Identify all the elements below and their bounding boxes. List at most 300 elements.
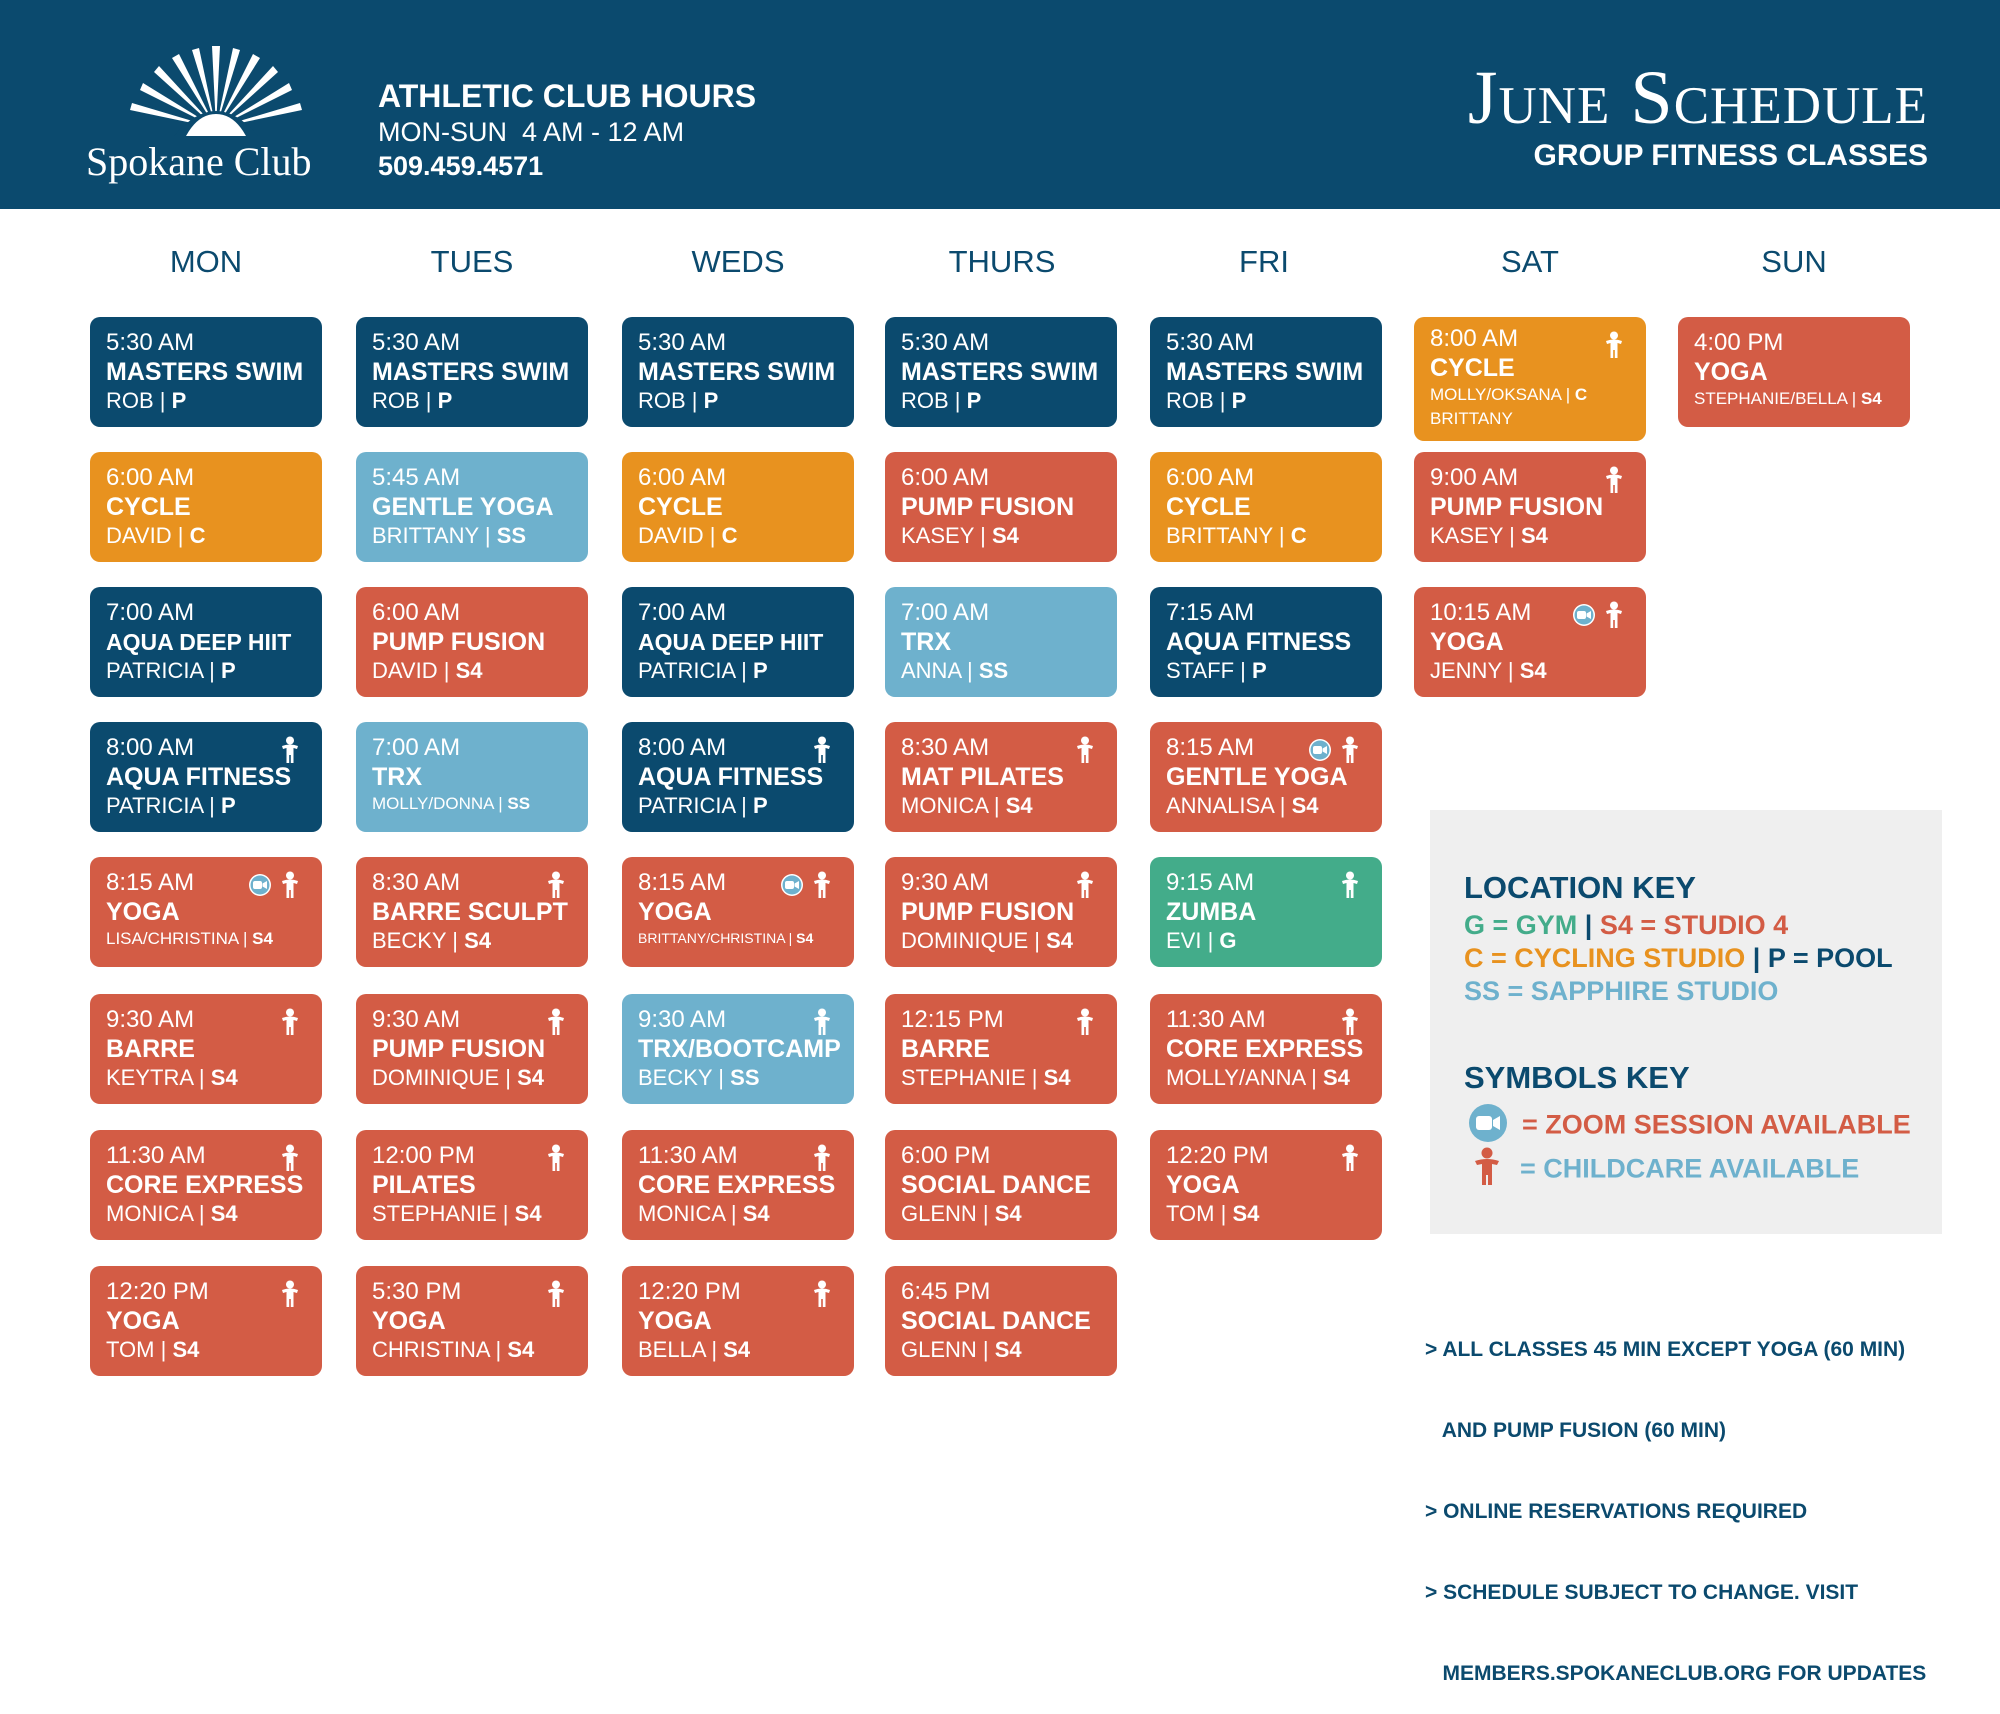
class-location: P — [1251, 658, 1267, 683]
class-instructor-location — [1430, 383, 1630, 407]
childcare-icon — [1340, 1144, 1360, 1177]
class-card[interactable] — [90, 994, 322, 1104]
key-box — [1430, 810, 1942, 1234]
class-card[interactable] — [356, 1266, 588, 1376]
class-time: 9:15 AM — [1166, 869, 1255, 896]
class-instructor: STEPHANIE | — [372, 1201, 509, 1226]
class-name: CORE EXPRESS — [106, 1171, 304, 1199]
childcare-icon — [1075, 871, 1095, 904]
class-name: MAT PILATES — [901, 763, 1064, 791]
class-card[interactable] — [622, 994, 854, 1104]
class-instructor: STEPHANIE/BELLA | — [1694, 389, 1857, 408]
class-icons — [248, 871, 300, 904]
class-icons — [812, 1144, 832, 1177]
key-sapphire-studio: SS = SAPPHIRE STUDIO — [1464, 976, 1779, 1006]
class-icons — [546, 1008, 566, 1041]
class-instructor: LISA/CHRISTINA | — [106, 929, 248, 948]
key-pool: P = POOL — [1767, 943, 1893, 973]
class-instructor-location — [106, 792, 306, 819]
class-card[interactable] — [1150, 857, 1382, 967]
childcare-icon — [280, 871, 300, 904]
class-time: 12:15 PM — [901, 1006, 1004, 1033]
class-name: YOGA — [1430, 628, 1504, 656]
class-time: 9:30 AM — [901, 869, 990, 896]
class-instructor-location — [901, 927, 1101, 954]
class-time: 7:00 AM — [638, 599, 727, 626]
class-name: PUMP FUSION — [372, 628, 546, 656]
class-name: YOGA — [638, 898, 712, 926]
class-location: S4 — [507, 1337, 535, 1362]
class-instructor-location — [372, 1064, 572, 1091]
class-icons — [280, 736, 300, 769]
class-card[interactable] — [1414, 452, 1646, 562]
class-icons — [1340, 1008, 1360, 1041]
class-icons — [1340, 871, 1360, 904]
childcare-icon — [812, 736, 832, 769]
class-icons — [1075, 736, 1095, 769]
class-time: 8:15 AM — [638, 869, 727, 896]
location-key-line-3 — [1464, 976, 1778, 1007]
childcare-icon — [1075, 736, 1095, 769]
class-instructor-location — [638, 657, 838, 684]
class-name: MASTERS SWIM — [638, 358, 836, 386]
zoom-icon — [780, 873, 804, 902]
class-location: S4 — [991, 523, 1019, 548]
class-location: S4 — [723, 1337, 751, 1362]
class-instructor: KASEY | — [1430, 523, 1515, 548]
class-card[interactable] — [885, 857, 1117, 967]
zoom-icon — [248, 873, 272, 902]
class-instructor: EVI | — [1166, 928, 1214, 953]
childcare-icon — [1604, 601, 1624, 634]
symbols-key-childcare — [1472, 1147, 1859, 1194]
class-instructor: BELLA | — [638, 1337, 718, 1362]
class-instructor: PATRICIA | — [106, 658, 215, 683]
class-name: YOGA — [1694, 358, 1768, 386]
class-name: MASTERS SWIM — [1166, 358, 1364, 386]
class-card[interactable] — [622, 452, 854, 562]
class-instructor-location — [372, 657, 572, 684]
class-name: CYCLE — [638, 493, 723, 521]
class-card[interactable] — [1414, 317, 1646, 441]
childcare-icon — [546, 1144, 566, 1177]
class-instructor: ROB | — [901, 388, 961, 413]
class-instructor-location — [372, 792, 572, 816]
childcare-icon — [1472, 1147, 1502, 1194]
class-name: BARRE SCULPT — [372, 898, 568, 926]
hours-line: MON-SUN 4 AM - 12 AM — [378, 117, 685, 147]
class-instructor: PATRICIA | — [106, 793, 215, 818]
class-name: YOGA — [1166, 1171, 1240, 1199]
class-instructor: BRITTANY | — [1166, 523, 1285, 548]
class-time: 6:00 AM — [1166, 464, 1255, 491]
class-name: CORE EXPRESS — [638, 1171, 836, 1199]
class-location: S4 — [1005, 793, 1033, 818]
zoom-key-label: = ZOOM SESSION AVAILABLE — [1522, 1109, 1911, 1140]
childcare-icon — [280, 736, 300, 769]
class-instructor-location — [638, 522, 838, 549]
class-time: 7:00 AM — [372, 734, 461, 761]
class-time: 8:30 AM — [901, 734, 990, 761]
childcare-icon — [1340, 1008, 1360, 1041]
class-time: 7:15 AM — [1166, 599, 1255, 626]
class-location: S4 — [1520, 523, 1548, 548]
childcare-icon — [812, 1144, 832, 1177]
class-name: TRX — [901, 628, 951, 656]
class-instructor-location — [901, 792, 1101, 819]
note-line: AND PUMP FUSION (60 MIN) — [1425, 1419, 1727, 1442]
class-card[interactable] — [622, 857, 854, 967]
location-key-line-1 — [1464, 910, 1788, 941]
class-instructor: MOLLY/OKSANA | — [1430, 385, 1571, 404]
childcare-icon — [1340, 736, 1360, 769]
class-location: S4 — [252, 929, 273, 948]
class-location: S4 — [1046, 928, 1073, 953]
schedule-title-block — [1468, 58, 1928, 174]
class-location: S4 — [1232, 1201, 1260, 1226]
header — [0, 0, 2000, 209]
class-instructor-location — [1166, 927, 1366, 954]
club-hours — [378, 77, 756, 183]
class-instructor-location — [372, 927, 572, 954]
class-instructor-location — [1166, 657, 1366, 684]
class-name: SOCIAL DANCE — [901, 1171, 1091, 1199]
class-time: 4:00 PM — [1694, 329, 1784, 356]
page-title: June Schedule — [1467, 56, 1928, 140]
note-line: > ALL CLASSES 45 MIN EXCEPT YOGA (60 MIN) — [1425, 1338, 1906, 1361]
class-name: AQUA DEEP HIIT — [106, 629, 292, 655]
class-location: S4 — [796, 930, 814, 946]
class-instructor: ROB | — [106, 388, 166, 413]
class-instructor: PATRICIA | — [638, 793, 747, 818]
symbols-key-title: SYMBOLS KEY — [1464, 1060, 1690, 1095]
childcare-key-label: = CHILDCARE AVAILABLE — [1520, 1153, 1860, 1184]
class-instructor-location — [901, 387, 1101, 414]
childcare-icon — [812, 1008, 832, 1041]
class-instructor: BECKY | — [638, 1065, 725, 1090]
class-card[interactable] — [356, 722, 588, 832]
class-location: S4 — [210, 1065, 238, 1090]
class-card[interactable] — [622, 1266, 854, 1376]
class-location: S4 — [1322, 1065, 1350, 1090]
class-location: S4 — [517, 1065, 544, 1090]
class-instructor-location — [638, 1336, 838, 1363]
class-location: SS — [978, 658, 1009, 683]
class-location: S4 — [514, 1201, 542, 1226]
class-card[interactable] — [622, 722, 854, 832]
class-icons — [812, 1008, 832, 1041]
class-card[interactable] — [356, 1130, 588, 1240]
logo-text: Spokane Club — [86, 139, 312, 184]
class-name: CYCLE — [1166, 493, 1251, 521]
class-icons — [546, 871, 566, 904]
class-card[interactable] — [1150, 722, 1382, 832]
class-time: 8:00 AM — [638, 734, 727, 761]
zoom-icon — [1468, 1103, 1508, 1150]
class-card[interactable] — [1150, 317, 1382, 427]
class-instructor-location — [106, 1200, 306, 1227]
class-location: SS — [507, 794, 531, 813]
class-instructor-location — [1166, 387, 1366, 414]
day-header-tues: TUES — [430, 244, 514, 279]
childcare-icon — [546, 1008, 566, 1041]
class-name: MASTERS SWIM — [372, 358, 570, 386]
key-separator: | — [1584, 910, 1593, 940]
class-name: PILATES — [372, 1171, 476, 1199]
class-name: TRX/BOOTCAMP — [638, 1035, 841, 1063]
class-time: 5:30 AM — [638, 329, 727, 356]
class-instructor: CHRISTINA | — [372, 1337, 502, 1362]
class-name: CYCLE — [1430, 354, 1515, 382]
sunburst-icon — [126, 46, 306, 136]
hours-title: ATHLETIC CLUB HOURS — [378, 78, 757, 114]
class-instructor-line-2: BRITTANY — [1430, 409, 1513, 428]
class-instructor: STAFF | — [1166, 658, 1246, 683]
class-time: 12:20 PM — [106, 1278, 209, 1305]
class-time: 9:30 AM — [372, 1006, 461, 1033]
class-instructor: TOM | — [106, 1337, 167, 1362]
class-instructor-location — [372, 522, 572, 549]
class-instructor-location — [638, 387, 838, 414]
symbols-key-zoom — [1468, 1103, 1911, 1150]
class-name: AQUA FITNESS — [106, 763, 292, 791]
key-cycling-studio: C = CYCLING STUDIO — [1464, 943, 1746, 973]
class-location: P — [1231, 388, 1247, 413]
class-time: 6:45 PM — [901, 1278, 991, 1305]
class-location: P — [752, 793, 768, 818]
class-name: ZUMBA — [1166, 898, 1257, 926]
class-card[interactable] — [1414, 587, 1646, 697]
class-instructor: MONICA | — [106, 1201, 205, 1226]
day-header-sat: SAT — [1501, 244, 1559, 279]
class-location: G — [1219, 928, 1237, 953]
class-instructor-location — [901, 1200, 1101, 1227]
class-location: P — [752, 658, 768, 683]
class-icons — [1604, 466, 1624, 499]
class-instructor-location — [372, 387, 572, 414]
childcare-icon — [812, 1280, 832, 1313]
class-card[interactable] — [1150, 1130, 1382, 1240]
class-card[interactable] — [885, 587, 1117, 697]
class-time: 7:00 AM — [106, 599, 195, 626]
class-time: 9:00 AM — [1430, 464, 1519, 491]
childcare-icon — [280, 1008, 300, 1041]
class-instructor-location — [1166, 1064, 1366, 1091]
class-time: 6:00 PM — [901, 1142, 991, 1169]
class-name: PUMP FUSION — [901, 898, 1075, 926]
note-line: MEMBERS.SPOKANECLUB.ORG FOR UPDATES — [1425, 1662, 1927, 1685]
class-location: S4 — [1043, 1065, 1071, 1090]
class-instructor-location — [1166, 522, 1366, 549]
class-location: P — [220, 658, 236, 683]
class-instructor: BECKY | — [372, 928, 459, 953]
class-location: S4 — [464, 928, 492, 953]
class-instructor: DAVID | — [372, 658, 450, 683]
class-time: 6:00 AM — [901, 464, 990, 491]
class-card[interactable] — [885, 317, 1117, 427]
class-time: 8:00 AM — [1430, 325, 1519, 352]
class-instructor: PATRICIA | — [638, 658, 747, 683]
childcare-icon — [546, 1280, 566, 1313]
class-card[interactable] — [622, 587, 854, 697]
day-header-sun: SUN — [1761, 244, 1827, 279]
class-name: CORE EXPRESS — [1166, 1035, 1364, 1063]
class-location: C — [1290, 523, 1307, 548]
class-location: P — [966, 388, 982, 413]
class-instructor: BRITTANY/CHRISTINA | — [638, 930, 793, 946]
class-card[interactable] — [885, 994, 1117, 1104]
class-card[interactable] — [885, 722, 1117, 832]
zoom-icon — [1572, 603, 1596, 632]
class-instructor: KEYTRA | — [106, 1065, 205, 1090]
class-name: AQUA FITNESS — [1166, 628, 1352, 656]
class-card[interactable] — [1150, 452, 1382, 562]
key-gym: G = GYM — [1464, 910, 1578, 940]
class-card[interactable] — [90, 1130, 322, 1240]
class-time: 11:30 AM — [638, 1142, 738, 1169]
class-instructor-location — [638, 1200, 838, 1227]
class-card[interactable] — [356, 452, 588, 562]
class-name: SOCIAL DANCE — [901, 1307, 1091, 1335]
class-location: S4 — [172, 1337, 200, 1362]
class-location: SS — [730, 1065, 760, 1090]
class-instructor-location — [1166, 792, 1366, 819]
class-location: S4 — [1860, 389, 1882, 408]
class-name: YOGA — [106, 1307, 180, 1335]
class-name: MASTERS SWIM — [106, 358, 304, 386]
day-header-weds: WEDS — [691, 244, 785, 279]
childcare-icon — [1340, 871, 1360, 904]
class-instructor: STEPHANIE | — [901, 1065, 1038, 1090]
class-card[interactable] — [90, 452, 322, 562]
day-header-mon: MON — [169, 244, 243, 279]
class-time: 8:15 AM — [106, 869, 195, 896]
class-icons — [280, 1280, 300, 1313]
class-location: S4 — [742, 1201, 770, 1226]
class-name: YOGA — [372, 1307, 446, 1335]
class-name: PUMP FUSION — [372, 1035, 546, 1063]
class-card[interactable] — [622, 317, 854, 427]
class-card[interactable] — [356, 857, 588, 967]
class-icons — [546, 1144, 566, 1177]
class-name: AQUA DEEP HIIT — [638, 629, 824, 655]
class-name: YOGA — [638, 1307, 712, 1335]
childcare-icon — [1075, 1008, 1095, 1041]
class-time: 5:30 AM — [372, 329, 461, 356]
class-icons — [280, 1144, 300, 1177]
class-card[interactable] — [1150, 994, 1382, 1104]
class-card[interactable] — [90, 857, 322, 967]
class-instructor: MONICA | — [638, 1201, 737, 1226]
class-instructor: BRITTANY | — [372, 523, 491, 548]
class-instructor-location — [1430, 522, 1630, 549]
class-time: 8:00 AM — [106, 734, 195, 761]
class-location: P — [437, 388, 453, 413]
class-icons — [780, 871, 832, 904]
class-instructor-location — [106, 387, 306, 414]
class-location: SS — [496, 523, 527, 548]
class-instructor: DOMINIQUE | — [372, 1065, 511, 1090]
class-card[interactable] — [90, 587, 322, 697]
class-icons — [280, 1008, 300, 1041]
class-time: 9:30 AM — [106, 1006, 195, 1033]
class-icons — [812, 1280, 832, 1313]
key-separator: | — [1752, 943, 1761, 973]
class-card[interactable] — [90, 1266, 322, 1376]
class-location: P — [220, 793, 236, 818]
class-instructor-location — [1166, 1200, 1366, 1227]
class-name: BARRE — [106, 1035, 195, 1063]
class-time: 5:30 AM — [901, 329, 990, 356]
class-location: S4 — [455, 658, 483, 683]
class-time: 5:30 AM — [106, 329, 195, 356]
class-instructor: MONICA | — [901, 793, 1000, 818]
class-name: AQUA FITNESS — [638, 763, 824, 791]
class-card[interactable] — [90, 317, 322, 427]
class-instructor-location — [901, 657, 1101, 684]
class-instructor-location — [372, 1336, 572, 1363]
class-location: P — [171, 388, 187, 413]
childcare-icon — [1604, 466, 1624, 499]
class-icons — [1604, 331, 1624, 364]
class-card[interactable] — [90, 722, 322, 832]
key-studio-4: S4 = STUDIO 4 — [1599, 910, 1789, 940]
class-time: 9:30 AM — [638, 1006, 727, 1033]
class-time: 12:20 PM — [638, 1278, 741, 1305]
class-card[interactable] — [885, 452, 1117, 562]
class-instructor-location — [1694, 387, 1894, 411]
class-time: 6:00 AM — [638, 464, 727, 491]
class-time: 7:00 AM — [901, 599, 990, 626]
class-time: 6:00 AM — [372, 599, 461, 626]
class-instructor-location — [106, 1336, 306, 1363]
class-instructor-location — [901, 522, 1101, 549]
class-instructor-location — [106, 927, 306, 951]
class-instructor: DAVID | — [106, 523, 184, 548]
class-time: 5:30 AM — [1166, 329, 1255, 356]
note-line: > SCHEDULE SUBJECT TO CHANGE. VISIT — [1425, 1581, 1859, 1604]
class-card[interactable] — [885, 1266, 1117, 1376]
class-instructor-location — [638, 927, 838, 949]
class-instructor: ANNA | — [901, 658, 973, 683]
class-instructor: MOLLY/DONNA | — [372, 794, 503, 813]
class-location: S4 — [210, 1201, 238, 1226]
class-card[interactable] — [1678, 317, 1910, 427]
class-icons — [812, 736, 832, 769]
class-time: 6:00 AM — [106, 464, 195, 491]
childcare-icon — [1604, 331, 1624, 364]
class-card[interactable] — [356, 994, 588, 1104]
class-instructor-location — [638, 792, 838, 819]
class-location: C — [1574, 385, 1588, 404]
class-card[interactable] — [885, 1130, 1117, 1240]
class-time: 10:15 AM — [1430, 599, 1532, 626]
class-card[interactable] — [356, 587, 588, 697]
class-instructor: ANNALISA | — [1166, 793, 1286, 818]
class-name: MASTERS SWIM — [901, 358, 1099, 386]
class-location: S4 — [994, 1201, 1022, 1226]
class-instructor: DAVID | — [638, 523, 716, 548]
class-location: S4 — [994, 1337, 1022, 1362]
location-key-line-2 — [1464, 943, 1893, 974]
zoom-icon — [1308, 738, 1332, 767]
class-card[interactable] — [622, 1130, 854, 1240]
class-card[interactable] — [356, 317, 588, 427]
class-time: 11:30 AM — [106, 1142, 206, 1169]
class-icons — [1075, 1008, 1095, 1041]
class-card[interactable] — [1150, 587, 1382, 697]
class-name: CYCLE — [106, 493, 191, 521]
